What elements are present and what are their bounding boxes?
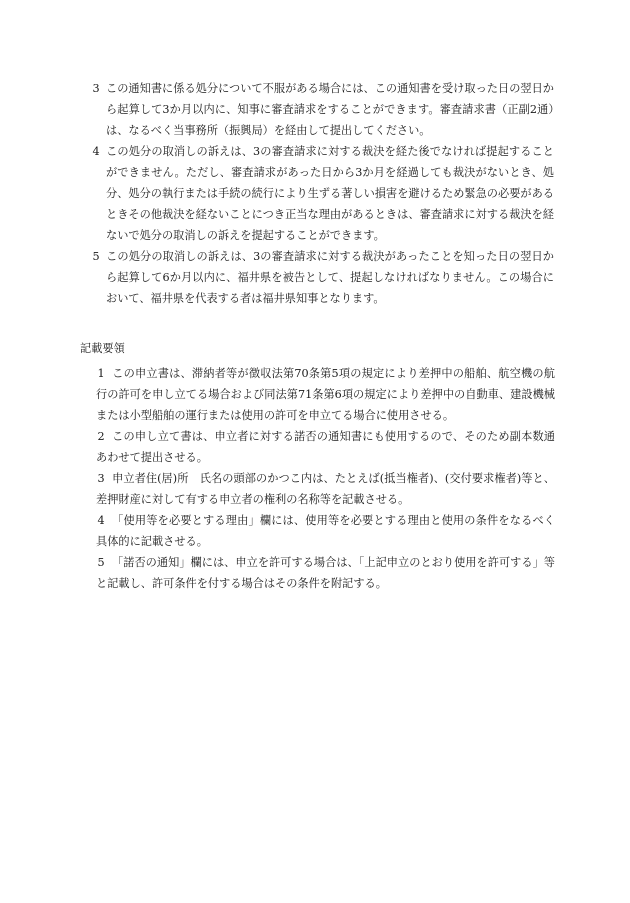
instruction-item [80, 468, 555, 510]
instruction-item-text: 「諾否の通知」欄には、申立を許可する場合は、「上記申立のとおり使用を許可する」等と記載し、許可条件を付する場合はその条件を附記する。 [96, 556, 555, 590]
section-heading: 記載要領 [80, 342, 125, 355]
instruction-item [80, 510, 555, 552]
instruction-item-number: 5 [97, 556, 105, 569]
notice-item-text: この処分の取消しの訴えは、3の審査請求に対する裁決があったことを知った日の翌日から起算して6か月以内に、福井県を被告として、提起しなければなりません。この場合において、福井県を代表する者は福井県知事となります。 [106, 250, 554, 305]
notice-item-text: この通知書に係る処分について不服がある場合には、この通知書を受け取った日の翌日から起算して3か月以内に、知事に審査請求をすることができます。審査請求書（正副2通）は、なるべく当事務所（振興局）を経由して提出してください。 [106, 82, 554, 137]
notice-item-text: この処分の取消しの訴えは、3の審査請求に対する裁決を経た後でなければ提起することができません。ただし、審査請求があった日から3か月を経過しても裁決がないとき、処分、処分の執行または手続の続行により生ずる著しい損害を避けるため緊急の必要があるときその他裁決を経ないことにつき正当な理由があるときは、審査請求に対する裁決を経ないで処分の取消しの訴えを提起することができます。 [106, 145, 554, 242]
instruction-item-number: 3 [97, 472, 105, 485]
instruction-item-number: 1 [97, 367, 105, 380]
notice-item [86, 141, 554, 246]
notice-item-number: 3 [92, 82, 100, 95]
instruction-item [80, 552, 555, 594]
instruction-item-text: 「使用等を必要とする理由」欄には、使用等を必要とする理由と使用の条件をなるべく具体的に記載させる。 [96, 514, 555, 548]
notice-item [86, 78, 554, 141]
instruction-item-text: この申立書は、滞納者等が徴収法第70条第5項の規定により差押中の船舶、航空機の航行の許可を申し立てる場合および同法第71条第6項の規定により差押中の自動車、建設機械または小型船舶の運行または使用の許可を申立てる場合に使用させる。 [96, 367, 555, 422]
instruction-item [80, 426, 555, 468]
appeal-notice-section [86, 78, 554, 309]
notice-item-number: 4 [92, 145, 100, 158]
notice-item-number: 5 [92, 250, 100, 263]
instruction-item-number: 2 [97, 430, 105, 443]
instruction-item-text: この申し立て書は、申立者に対する諾否の通知書にも使用するので、そのため副本数通あわせて提出させる。 [96, 430, 555, 464]
filling-instructions-section [80, 338, 555, 594]
instruction-item [80, 363, 555, 426]
notice-item [86, 246, 554, 309]
instruction-item-number: 4 [97, 514, 105, 527]
instruction-item-text: 申立者住(居)所 氏名の頭部のかつこ内は、たとえば(抵当権者)、(交付要求権者)等と、差押財産に対して有する申立者の権利の名称等を記載させる。 [96, 472, 555, 506]
